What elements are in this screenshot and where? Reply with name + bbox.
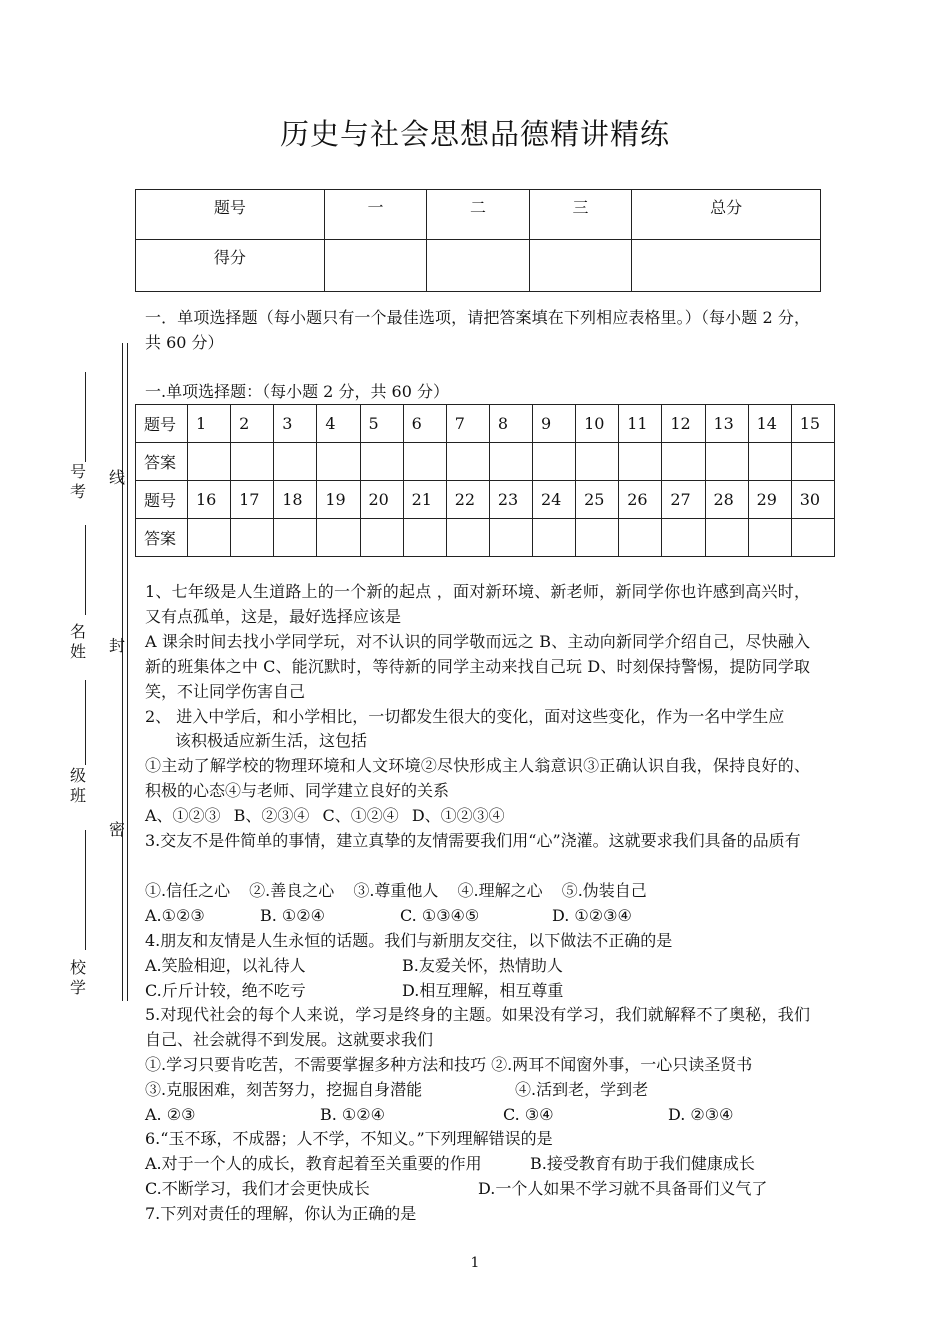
page-title: 历史与社会思想品德精讲精练 — [279, 117, 670, 151]
answer-cell[interactable] — [705, 519, 748, 557]
question-4: 4.朋友和友情是人生永恒的话题。我们与新朋友交往，以下做法不正确的是 — [145, 931, 673, 950]
question-number-cell: 27 — [662, 481, 705, 519]
answer-cell[interactable] — [188, 443, 231, 481]
score-cell[interactable] — [324, 240, 427, 292]
answer-table-row-label: 题号 — [136, 481, 188, 519]
score-header-cell: 三 — [529, 190, 632, 240]
seal-mi-char: 密 — [108, 820, 125, 839]
question-5-option: A. ②③ — [145, 1105, 196, 1124]
question-6-option: A.对于一个人的成长，教育起着至关重要的作用 — [145, 1154, 482, 1173]
answer-table — [135, 404, 835, 557]
question-number-cell: 18 — [274, 481, 317, 519]
question-3-option: B. ①②④ — [260, 906, 325, 925]
question-5-items: ①.学习只要肯吃苦，不需要掌握多种方法和技巧 ②.两耳不闻窗外事，一心只读圣贤书 — [145, 1055, 753, 1074]
question-number-cell: 25 — [576, 481, 619, 519]
answer-cell[interactable] — [576, 443, 619, 481]
sidebar-divider — [85, 680, 86, 765]
question-5-option: B. ①②④ — [320, 1105, 385, 1124]
answer-cell[interactable] — [748, 443, 791, 481]
question-7: 7.下列对责任的理解，你认为正确的是 — [145, 1204, 417, 1223]
question-number-cell: 17 — [231, 481, 274, 519]
question-number-cell: 8 — [489, 405, 532, 443]
question-number-cell: 24 — [533, 481, 576, 519]
sidebar-divider — [85, 372, 86, 462]
label-school: 校学 — [69, 958, 86, 997]
question-number-cell: 29 — [748, 481, 791, 519]
question-number-cell: 2 — [231, 405, 274, 443]
question-2-options: A、①②③ B、②③④ C、①②④ D、①②③④ — [145, 806, 505, 825]
answer-cell[interactable] — [317, 519, 360, 557]
question-3-option: A.①②③ — [145, 906, 205, 925]
question-number-cell: 13 — [705, 405, 748, 443]
question-number-cell: 4 — [317, 405, 360, 443]
question-4-option: D.相互理解，相互尊重 — [402, 981, 564, 1000]
answer-cell[interactable] — [576, 519, 619, 557]
question-number-cell: 22 — [446, 481, 489, 519]
seal-line-char: 线 — [108, 468, 125, 487]
question-number-cell: 3 — [274, 405, 317, 443]
answer-cell[interactable] — [446, 443, 489, 481]
question-number-cell: 11 — [619, 405, 662, 443]
answer-table-row-label: 答案 — [136, 519, 188, 557]
score-table — [135, 189, 821, 292]
question-number-cell: 5 — [360, 405, 403, 443]
score-header-cell: 二 — [427, 190, 530, 240]
sidebar-divider — [85, 525, 86, 615]
answer-cell[interactable] — [403, 519, 446, 557]
answer-cell[interactable] — [231, 443, 274, 481]
question-number-cell: 19 — [317, 481, 360, 519]
seal-feng-char: 封 — [108, 636, 125, 655]
question-6-option: C.不断学习，我们才会更快成长 — [145, 1179, 370, 1198]
question-number-cell: 9 — [533, 405, 576, 443]
answer-table-row-label: 题号 — [136, 405, 188, 443]
answer-cell[interactable] — [619, 519, 662, 557]
question-number-cell: 20 — [360, 481, 403, 519]
question-1: 1、七年级是人生道路上的一个新的起点 ，面对新环境、新老师，新同学你也许感到高兴时，又有点孤单，这是，最好选择应该是 — [145, 582, 810, 626]
question-5-items: ③.克服困难，刻苦努力，挖掘自身潜能 — [145, 1080, 423, 1099]
answer-cell[interactable] — [274, 443, 317, 481]
label-name: 名姓 — [69, 622, 86, 661]
binding-line — [127, 343, 128, 1001]
question-number-cell: 1 — [188, 405, 231, 443]
score-row-label: 得分 — [136, 240, 325, 292]
question-2-items: ①主动了解学校的物理环境和人文环境②尽快形成主人翁意识③正确认识自我，保持良好的、积极的心态④与老师、同学建立良好的关系 — [145, 756, 810, 800]
question-3-items: ①.信任之心 ②.善良之心 ③.尊重他人 ④.理解之心 ⑤.伪装自己 — [145, 881, 647, 900]
answer-cell[interactable] — [705, 443, 748, 481]
question-6: 6.“玉不琢，不成器；人不学，不知义。”下列理解错误的是 — [145, 1129, 553, 1148]
score-cell[interactable] — [427, 240, 530, 292]
question-number-cell: 10 — [576, 405, 619, 443]
section1-heading: 一．单项选择题（每小题只有一个最佳选项，请把答案填在下列相应表格里。）（每小题 2 分，共 60 分） — [145, 308, 810, 352]
answer-cell[interactable] — [231, 519, 274, 557]
question-5-option: D. ②③④ — [668, 1105, 734, 1124]
answer-cell[interactable] — [662, 443, 705, 481]
answer-cell[interactable] — [360, 519, 403, 557]
page-number: 1 — [470, 1255, 480, 1271]
score-cell[interactable] — [529, 240, 632, 292]
answer-table-caption: 一.单项选择题：（每小题 2 分，共 60 分） — [145, 382, 449, 401]
question-3: 3.交友不是件简单的事情，建立真挚的友情需要我们用“心”浇灌。这就要求我们具备的品质有 — [145, 831, 801, 850]
answer-cell[interactable] — [619, 443, 662, 481]
question-number-cell: 28 — [705, 481, 748, 519]
answer-cell[interactable] — [533, 519, 576, 557]
answer-cell[interactable] — [360, 443, 403, 481]
score-cell[interactable] — [632, 240, 821, 292]
question-4-option: B.友爱关怀，热情助人 — [402, 956, 563, 975]
question-2-cont: 该积极适应新生活，这包括 — [175, 731, 368, 750]
question-number-cell: 14 — [748, 405, 791, 443]
answer-cell[interactable] — [317, 443, 360, 481]
question-number-cell: 12 — [662, 405, 705, 443]
answer-cell[interactable] — [274, 519, 317, 557]
answer-cell[interactable] — [791, 443, 834, 481]
binding-line — [122, 343, 123, 1001]
answer-cell[interactable] — [791, 519, 834, 557]
question-3-option: D. ①②③④ — [552, 906, 632, 925]
label-exam-number: 号考 — [69, 462, 86, 501]
question-4-option: C.斤斤计较，绝不吃亏 — [145, 981, 306, 1000]
question-2: 2、 进入中学后，和小学相比，一切都发生很大的变化，面对这些变化，作为一名中学生应 — [145, 707, 785, 726]
question-number-cell: 21 — [403, 481, 446, 519]
question-6-option: B.接受教育有助于我们健康成长 — [530, 1154, 755, 1173]
sidebar-divider — [85, 830, 86, 950]
score-header-cell: 题号 — [136, 190, 325, 240]
question-5-items: ④.活到老，学到老 — [515, 1080, 649, 1099]
question-4-option: A.笑脸相迎，以礼待人 — [145, 956, 306, 975]
question-1-options: A 课余时间去找小学同学玩，对不认识的同学敬而远之 B、主动向新同学介绍自己，尽快融入新的班集体之中 C、能沉默时，等待新的同学主动来找自己玩 D、时刻保持警惕，提防同学取笑，不让同学伤害自己 — [145, 632, 810, 701]
answer-cell[interactable] — [533, 443, 576, 481]
answer-cell[interactable] — [748, 519, 791, 557]
label-class: 级班 — [69, 766, 86, 805]
question-number-cell: 15 — [791, 405, 834, 443]
answer-cell[interactable] — [403, 443, 446, 481]
answer-cell[interactable] — [662, 519, 705, 557]
answer-cell[interactable] — [446, 519, 489, 557]
question-number-cell: 23 — [489, 481, 532, 519]
question-5-option: C. ③④ — [503, 1105, 554, 1124]
question-number-cell: 26 — [619, 481, 662, 519]
answer-cell[interactable] — [489, 443, 532, 481]
question-number-cell: 30 — [791, 481, 834, 519]
question-number-cell: 6 — [403, 405, 446, 443]
question-3-option: C. ①③④⑤ — [400, 906, 480, 925]
question-number-cell: 16 — [188, 481, 231, 519]
answer-cell[interactable] — [489, 519, 532, 557]
question-number-cell: 7 — [446, 405, 489, 443]
answer-cell[interactable] — [188, 519, 231, 557]
score-header-cell: 一 — [324, 190, 427, 240]
answer-table-row-label: 答案 — [136, 443, 188, 481]
question-5: 5.对现代社会的每个人来说，学习是终身的主题。如果没有学习，我们就解释不了奥秘，我们自己、社会就得不到发展。这就要求我们 — [145, 1005, 810, 1049]
question-6-option: D.一个人如果不学习就不具备哥们义气了 — [478, 1179, 768, 1198]
score-header-cell: 总分 — [632, 190, 821, 240]
